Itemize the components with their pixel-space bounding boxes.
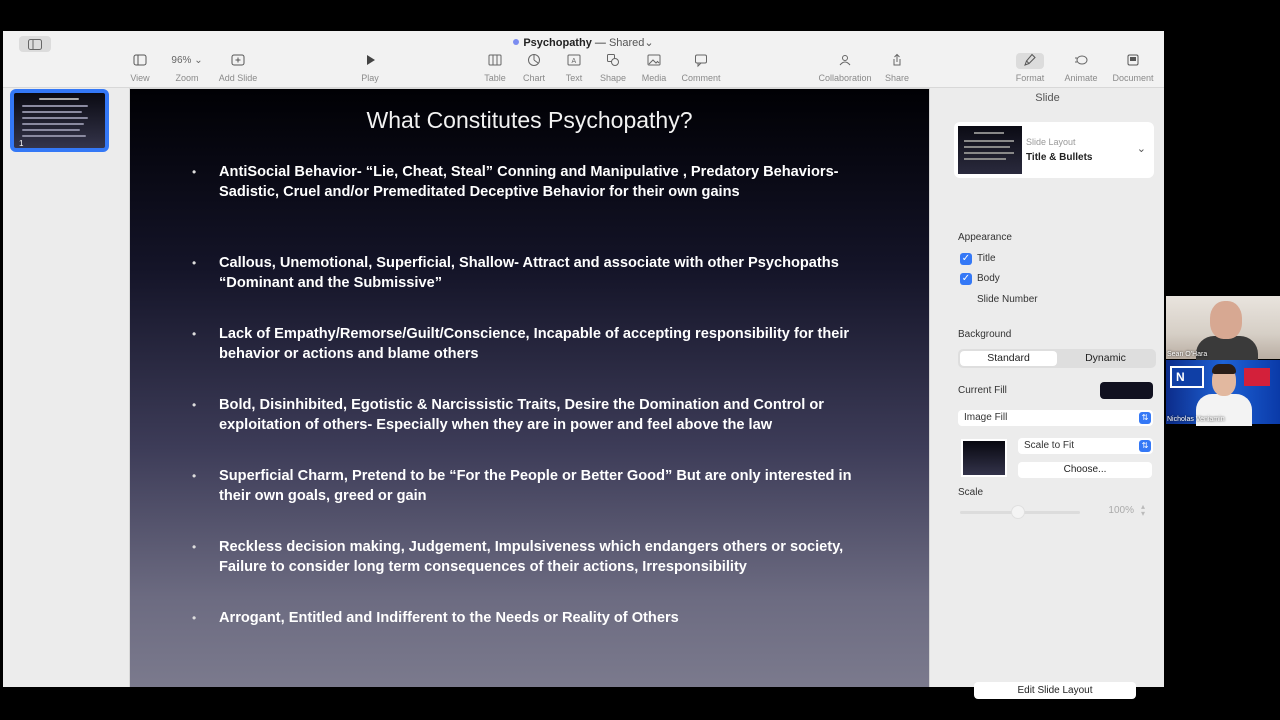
bullet-item: • Lack of Empathy/Remorse/Guilt/Conscience, Incapable of accepting responsibility for their behavior or actions and blame others xyxy=(192,326,850,362)
bullet-item: • Arrogant, Entitled and Indifferent to the Needs or Reality of Others xyxy=(192,610,679,626)
format-brush-icon xyxy=(1016,53,1044,69)
fill-color-swatch[interactable] xyxy=(1100,382,1153,399)
bullet-item: • Bold, Disinhibited, Egotistic & Narcissistic Traits, Desire the Domination and Control or exploitation of others- Especially when they are in power and feel above the law xyxy=(192,397,824,433)
chart-icon xyxy=(524,53,544,69)
add-slide-button[interactable]: Add Slide xyxy=(217,53,259,83)
slide[interactable] xyxy=(130,89,929,687)
animate-button[interactable]: Animate xyxy=(1061,53,1101,83)
chart-button[interactable]: Chart xyxy=(522,53,546,83)
format-button[interactable]: Format xyxy=(1013,53,1047,83)
title-checkbox[interactable]: ✓ xyxy=(961,253,971,264)
bullet-item: • Callous, Unemotional, Superficial, Shallow- Attract and associate with other Psychopaths “Dominant and the Submissive” xyxy=(192,255,839,291)
comment-icon xyxy=(691,53,711,69)
video-tile-nicholas xyxy=(1166,360,1280,424)
comment-button[interactable]: Comment xyxy=(679,53,723,83)
scale-slider-knob[interactable] xyxy=(1011,505,1025,519)
body-checkbox[interactable]: ✓ xyxy=(961,273,971,284)
background-heading: Background xyxy=(958,329,1012,340)
media-button[interactable]: Media xyxy=(640,53,668,83)
slide-title[interactable]: What Constitutes Psychopathy? xyxy=(366,107,693,133)
play-button[interactable]: Play xyxy=(360,53,380,83)
updown-chevron-icon: ⇅ xyxy=(1139,412,1151,424)
collaboration-button[interactable]: Collaboration xyxy=(815,53,875,83)
document-title[interactable]: Psychopathy — Shared⌄ xyxy=(3,36,1164,49)
document-icon xyxy=(1123,53,1143,69)
scale-mode-select[interactable]: Scale to Fit ⇅ xyxy=(1018,438,1153,454)
scale-label: Scale xyxy=(958,487,984,498)
animate-icon xyxy=(1071,53,1091,69)
dynamic-option[interactable]: Dynamic xyxy=(1085,352,1126,364)
slide-layout-picker[interactable]: Slide Layout Title & Bullets ⌄ xyxy=(954,122,1154,178)
scale-stepper[interactable]: ▴ ▾ xyxy=(1141,502,1146,518)
current-fill-label: Current Fill xyxy=(958,385,1007,396)
background-segmented-control xyxy=(958,349,1156,368)
layout-name: Title & Bullets xyxy=(1026,152,1093,163)
text-button[interactable]: A Text xyxy=(562,53,586,83)
fill-image-preview xyxy=(961,439,1007,477)
participant-face xyxy=(1210,301,1242,339)
text-icon xyxy=(564,53,584,69)
participant-name: Sean O'Hara xyxy=(1167,351,1208,358)
toolbar xyxy=(3,31,1164,88)
share-icon xyxy=(887,53,907,69)
shape-button[interactable]: Shape xyxy=(599,53,627,83)
news-logo: N xyxy=(1170,366,1204,388)
scale-value-field[interactable]: 100% xyxy=(1108,505,1134,516)
fill-type-select[interactable]: Image Fill ⇅ xyxy=(958,410,1153,426)
bullet-item: • AntiSocial Behavior- “Lie, Cheat, Steal” Conning and Manipulative , Predatory Behaviors- Sadistic, Cruel and/or Premeditated Deceptive Behavior for their own gains xyxy=(192,164,839,200)
slide-number: 1 xyxy=(19,139,24,148)
view-button[interactable]: View xyxy=(130,53,150,83)
add-slide-icon xyxy=(228,53,248,69)
inspector-tab-slide[interactable]: Slide xyxy=(1035,92,1060,104)
document-status-icon xyxy=(513,39,519,45)
play-icon xyxy=(360,53,380,69)
choose-button[interactable]: Choose... xyxy=(1018,462,1152,478)
zoom-value: 96% ⌄ xyxy=(171,55,203,66)
appearance-heading: Appearance xyxy=(958,232,1012,243)
updown-chevron-icon: ⇅ xyxy=(1139,440,1151,452)
video-tile-sean xyxy=(1166,296,1280,359)
zoom-control[interactable]: 96% ⌄ Zoom xyxy=(167,53,207,83)
bullet-item: • Superficial Charm, Pretend to be “For the People or Better Good” But are only interested in their own goals, greed or gain xyxy=(192,468,852,504)
table-button[interactable]: Table xyxy=(483,53,507,83)
inspector-panel: Slide Slide Layout Title & Bullets ⌄ Appearance ✓ Title ✓ Body Slide Number Background Standard Dynamic Current Fill Image Fill ⇅ Scale to Fit ⇅ Choose... Scale 100% ▴ ▾ Edit Slide Layout xyxy=(929,88,1164,687)
bullet-item: • Reckless decision making, Judgement, Impulsiveness which endangers others or society, Failure to consider long term consequences of their actions, Irresponsibility xyxy=(192,539,844,575)
slide-number-checkbox[interactable] xyxy=(960,294,972,306)
view-icon xyxy=(130,53,150,69)
slide-thumbnail-1[interactable] xyxy=(10,89,109,152)
svg-text:A: A xyxy=(571,58,577,65)
standard-option[interactable]: Standard xyxy=(960,351,1057,366)
share-button[interactable]: Share xyxy=(883,53,911,83)
participant-hair xyxy=(1212,364,1236,374)
shape-icon xyxy=(603,53,623,69)
document-button[interactable]: Document xyxy=(1109,53,1157,83)
edit-slide-layout-button[interactable]: Edit Slide Layout xyxy=(974,682,1136,699)
participant-name: Nicholas Veniamin xyxy=(1167,416,1225,423)
slide-canvas xyxy=(129,88,929,687)
slide-thumbnail-preview xyxy=(14,93,105,148)
keynote-window xyxy=(3,31,1164,696)
media-icon xyxy=(644,53,664,69)
table-icon xyxy=(485,53,505,69)
chevron-down-icon: ⌄ xyxy=(1136,143,1146,155)
slide-navigator xyxy=(3,88,129,687)
collaboration-icon xyxy=(835,53,855,69)
logo-accent xyxy=(1244,368,1270,386)
layout-thumbnail xyxy=(958,126,1022,174)
